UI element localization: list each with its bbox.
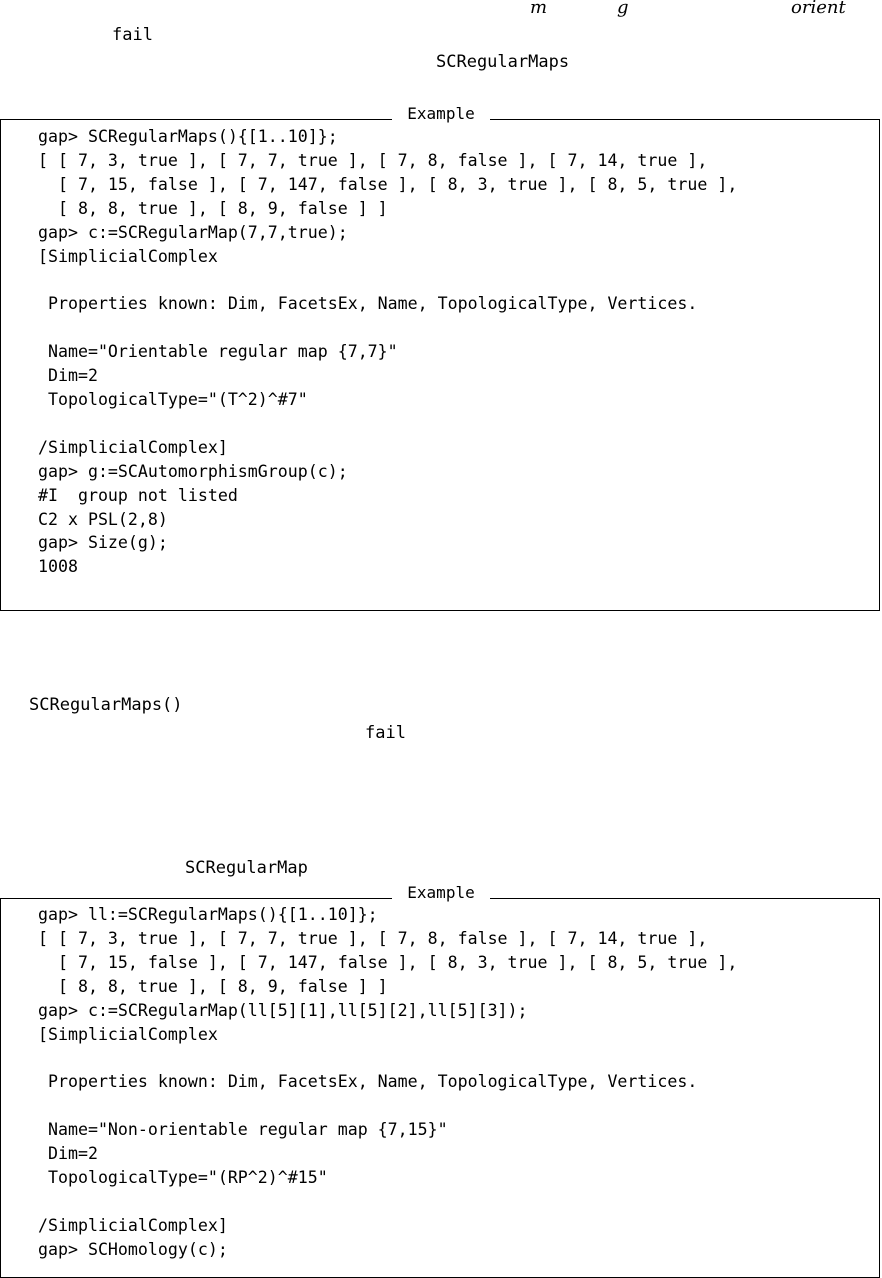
function-name-screg-maps: SCRegularMaps <box>436 52 570 72</box>
fail-keyword-2: fail <box>365 723 406 743</box>
example-label-2: Example <box>392 883 490 903</box>
example-label-1: Example <box>392 104 490 124</box>
example-code-1: gap> SCRegularMaps(){[1..10]}; [ [ 7, 3, true ], [ 7, 7, true ], [ 7, 8, false ], [ 7, 14, true ], [ 7, 15, false ], [ 7, 147, false ], [ 8, 3, true ], [ 8, 5, true ], [ 8, 8, true ], [ 8, 9, false ] ] gap> c:=SCRegularMap(7,7,true); [SimplicialComplex Properties known: Dim, FacetsEx, Name, TopologicalType, Vertices. Name="Orientable regular map {7,7}" Dim=2 TopologicalType="(T^2)^#7" /SimplicialComplex] gap> g:=SCAutomorphismGroup(c); #I group not listed C2 x PSL(2,8) gap> Size(g); 1008 <box>38 127 738 577</box>
example-code-2: gap> ll:=SCRegularMaps(){[1..10]}; [ [ 7, 3, true ], [ 7, 7, true ], [ 7, 8, false ], [ 7, 14, true ], [ 7, 15, false ], [ 7, 147, false ], [ 8, 3, true ], [ 8, 5, true ], [ 8, 8, true ], [ 8, 9, false ] ] gap> c:=SCRegularMap(ll[5][1],ll[5][2],ll[5][3]); [SimplicialComplex Properties known: Dim, FacetsEx, Name, TopologicalType, Vertices. Name="Non-orientable regular map {7,15}" Dim=2 TopologicalType="(RP^2)^#15" /SimplicialComplex] gap> SCHomology(c); <box>38 905 738 1259</box>
fail-keyword: fail <box>112 25 153 45</box>
function-signature: SCRegularMaps() <box>29 695 183 715</box>
math-var-g: g <box>617 0 629 18</box>
math-var-m: m <box>530 0 548 18</box>
math-var-orient: orient <box>791 0 846 18</box>
see-also-function: SCRegularMap <box>185 858 308 878</box>
